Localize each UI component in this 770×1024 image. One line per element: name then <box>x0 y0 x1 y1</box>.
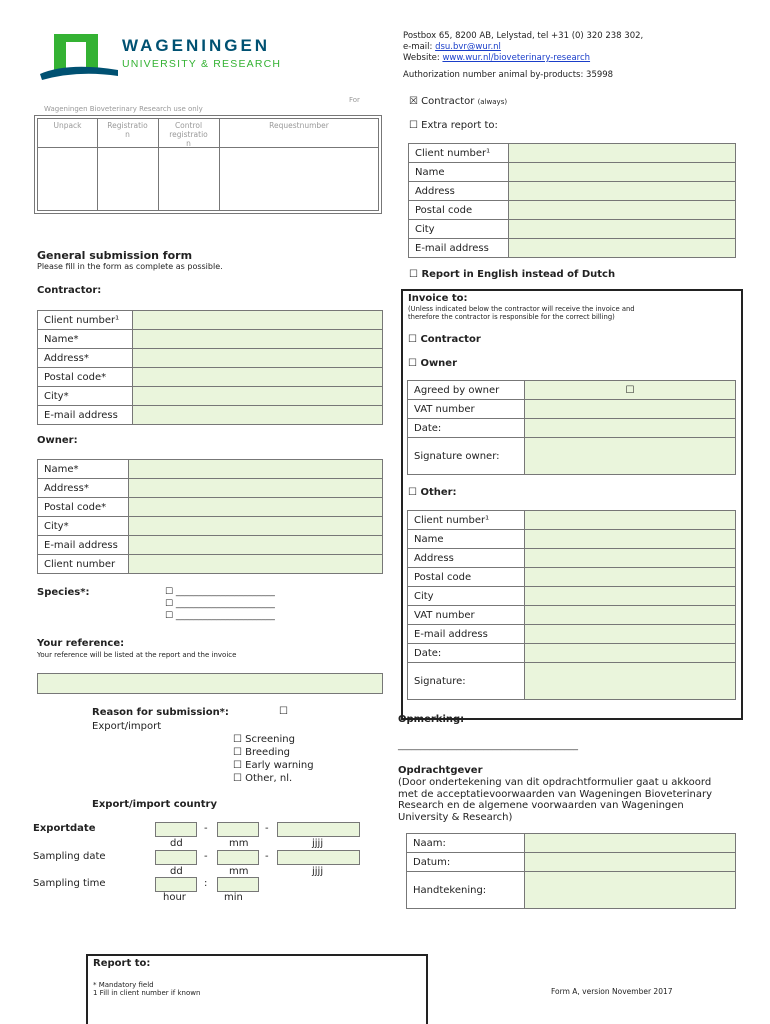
reason-breeding[interactable]: ☐ Breeding <box>233 747 291 758</box>
authorization-number: Authorization number animal by-products: 35998 <box>403 70 614 80</box>
contractor-name-input[interactable] <box>133 330 383 349</box>
col-control-registration: Control registratio n <box>169 121 208 148</box>
extra-name-input[interactable] <box>509 163 736 182</box>
logo-subtitle: UNIVERSITY & RESEARCH <box>122 58 282 70</box>
invoice-contractor-checkbox[interactable]: ☐ Contractor <box>408 334 481 345</box>
opdracht-text-line: Research en de algemene voorwaarden van Wageningen <box>398 800 684 811</box>
col-unpack: Unpack <box>53 121 82 130</box>
owner-table <box>37 459 383 574</box>
report-to-title: Report to: <box>93 958 151 969</box>
opdracht-text-line: met de acceptatievoorwaarden van Wageningen Bioveterinary <box>398 788 713 800</box>
owner-postal-input[interactable] <box>129 498 383 517</box>
extra-email-input[interactable] <box>509 239 736 258</box>
other-email-input[interactable] <box>525 625 736 644</box>
owner-label: Address* <box>38 479 129 498</box>
dash: - <box>265 851 269 862</box>
other-date-input[interactable] <box>525 644 736 663</box>
sampling-time-hour[interactable] <box>155 877 197 892</box>
jjjj-label: jjjj <box>312 838 324 849</box>
mandatory-note: * Mandatory field <box>93 981 154 989</box>
owner-email-input[interactable] <box>129 536 383 555</box>
invoice-title: Invoice to: <box>408 293 468 304</box>
col-requestnumber: Requestnumber <box>269 121 329 130</box>
agreed-by-owner-checkbox[interactable]: ☐ <box>525 381 736 400</box>
owner-invoice-label: Signature owner: <box>408 438 525 475</box>
opdracht-label: Handtekening: <box>407 872 525 909</box>
internal-use-title: Wageningen Bioveterinary Research use only <box>44 105 203 113</box>
extra-address-input[interactable] <box>509 182 736 201</box>
other-city-input[interactable] <box>525 587 736 606</box>
other-invoice-label: Address <box>408 549 525 568</box>
sampling-date-mm[interactable] <box>217 850 259 865</box>
email-link[interactable]: dsu.bvr@wur.nl <box>435 42 501 52</box>
jjjj-label: jjjj <box>312 866 324 877</box>
extra-city-input[interactable] <box>509 220 736 239</box>
other-invoice-label: E-mail address <box>408 625 525 644</box>
dd-label: dd <box>170 838 183 849</box>
invoice-other-label: ☐ Other: <box>408 487 457 498</box>
contractor-city-input[interactable] <box>133 387 383 406</box>
remark-line[interactable]: ________________________________________ <box>398 741 578 751</box>
dash: - <box>204 823 208 834</box>
contractor-label: Client number¹ <box>38 311 133 330</box>
reason-title: Reason for submission*: <box>92 707 229 718</box>
address-line: Postbox 65, 8200 AB, Lelystad, tel +31 (0) 320 238 302, <box>403 31 644 41</box>
other-address-input[interactable] <box>525 549 736 568</box>
exportdate-label: Exportdate <box>33 823 96 834</box>
invoice-note: (Unless indicated below the contractor will receive the invoice and <box>408 305 635 313</box>
colon: : <box>204 878 208 889</box>
owner-invoice-label: Agreed by owner <box>408 381 525 400</box>
opdracht-table <box>406 833 736 909</box>
hour-label: hour <box>163 892 186 903</box>
contractor-always-label: ☒ Contractor <box>409 96 475 107</box>
english-report-checkbox[interactable]: ☐ Report in English instead of Dutch <box>409 269 616 280</box>
min-label: min <box>224 892 243 903</box>
owner-date-input[interactable] <box>525 419 736 438</box>
general-title: General submission form <box>37 249 193 262</box>
other-invoice-table <box>407 510 736 700</box>
owner-vat-input[interactable] <box>525 400 736 419</box>
export-checkbox[interactable]: ☐ <box>279 706 288 717</box>
contractor-label: Address* <box>38 349 133 368</box>
contractor-label: E-mail address <box>38 406 133 425</box>
internal-use-table <box>34 115 382 214</box>
owner-client-number-input[interactable] <box>129 555 383 574</box>
col-registration: Registratio n <box>107 121 148 139</box>
exportdate-jjjj[interactable] <box>277 822 360 837</box>
other-client-number-input[interactable] <box>525 511 736 530</box>
owner-name-input[interactable] <box>129 460 383 479</box>
naam-input[interactable] <box>525 834 736 853</box>
always-note: (always) <box>477 98 508 106</box>
owner-invoice-label: Date: <box>408 419 525 438</box>
species-title: Species*: <box>37 587 90 598</box>
other-vat-input[interactable] <box>525 606 736 625</box>
email-label: e-mail: <box>403 42 436 52</box>
sampling-date-dd[interactable] <box>155 850 197 865</box>
dash: - <box>204 851 208 862</box>
extra-label: Name <box>409 163 509 182</box>
extra-label: Address <box>409 182 509 201</box>
exportdate-dd[interactable] <box>155 822 197 837</box>
dd-label: dd <box>170 866 183 877</box>
other-invoice-label: Date: <box>408 644 525 663</box>
extra-postal-input[interactable] <box>509 201 736 220</box>
extra-report-table <box>408 143 736 258</box>
extra-client-number-input[interactable] <box>509 144 736 163</box>
species-option[interactable]: ☐ ______________________ <box>165 599 275 609</box>
other-invoice-label: Client number¹ <box>408 511 525 530</box>
contractor-always-checkbox[interactable] <box>409 96 507 107</box>
other-postal-input[interactable] <box>525 568 736 587</box>
contractor-client-number-input[interactable] <box>133 311 383 330</box>
opdracht-label: Datum: <box>407 853 525 872</box>
opdracht-text <box>398 777 712 823</box>
other-invoice-label: City <box>408 587 525 606</box>
internal-for-label: For <box>349 96 360 104</box>
owner-label: Client number <box>38 555 129 574</box>
logo-name: WAGENINGEN <box>122 36 271 55</box>
extra-label: Client number¹ <box>409 144 509 163</box>
logo <box>38 32 318 84</box>
owner-label: Postal code* <box>38 498 129 517</box>
sampling-date-label: Sampling date <box>33 851 106 862</box>
export-country-title: Export/import country <box>92 799 218 810</box>
opdracht-text-line: University & Research) <box>398 811 513 823</box>
other-invoice-label: VAT number <box>408 606 525 625</box>
owner-city-input[interactable] <box>129 517 383 536</box>
client-number-note: 1 Fill in client number if known <box>93 989 201 997</box>
wur-logo-icon <box>38 32 122 84</box>
contractor-address-input[interactable] <box>133 349 383 368</box>
invoice-note: therefore the contractor is responsible for the correct billing) <box>408 313 615 321</box>
extra-label: City <box>409 220 509 239</box>
address-block <box>403 31 643 81</box>
owner-label: Name* <box>38 460 129 479</box>
other-signature-input[interactable] <box>525 663 736 700</box>
species-option[interactable]: ☐ ______________________ <box>165 611 275 621</box>
mm-label: mm <box>229 866 249 877</box>
reason-screening[interactable]: ☐ Screening <box>233 734 295 745</box>
contractor-postal-input[interactable] <box>133 368 383 387</box>
species-option[interactable]: ☐ ______________________ <box>165 587 275 597</box>
sampling-date-jjjj[interactable] <box>277 850 360 865</box>
owner-signature-input[interactable] <box>525 438 736 475</box>
general-subtitle: Please fill in the form as complete as possible. <box>37 262 223 271</box>
form-version: Form A, version November 2017 <box>551 987 673 996</box>
extra-label: E-mail address <box>409 239 509 258</box>
reference-title: Your reference: <box>37 638 125 649</box>
handtekening-input[interactable] <box>525 872 736 909</box>
other-invoice-label: Name <box>408 530 525 549</box>
opdracht-title: Opdrachtgever <box>398 765 483 776</box>
owner-address-input[interactable] <box>129 479 383 498</box>
reason-early-warning[interactable]: ☐ Early warning <box>233 760 314 771</box>
datum-input[interactable] <box>525 853 736 872</box>
report-to-box <box>86 954 428 1024</box>
contractor-title: Contractor: <box>37 285 102 296</box>
contractor-label: Name* <box>38 330 133 349</box>
invoice-other-checkbox[interactable] <box>408 487 457 498</box>
contractor-label: Postal code* <box>38 368 133 387</box>
opdracht-text-line: (Door ondertekening van dit opdrachtformulier gaat u akkoord <box>398 777 712 788</box>
other-invoice-label: Postal code <box>408 568 525 587</box>
mm-label: mm <box>229 838 249 849</box>
remark-title: Opmerking: <box>398 714 465 725</box>
export-import-label: Export/import <box>92 721 162 732</box>
sampling-time-label: Sampling time <box>33 878 106 889</box>
opdracht-label: Naam: <box>407 834 525 853</box>
owner-label: E-mail address <box>38 536 129 555</box>
reference-input[interactable] <box>37 673 383 694</box>
invoice-owner-checkbox[interactable]: ☐ Owner <box>408 358 458 369</box>
extra-label: Postal code <box>409 201 509 220</box>
contractor-email-input[interactable] <box>133 406 383 425</box>
owner-invoice-label: VAT number <box>408 400 525 419</box>
owner-label: City* <box>38 517 129 536</box>
website-link[interactable]: www.wur.nl/bioveterinary-research <box>442 53 591 63</box>
owner-invoice-table <box>407 380 736 475</box>
website-label: Website: <box>403 53 443 63</box>
owner-title: Owner: <box>37 435 78 446</box>
exportdate-mm[interactable] <box>217 822 259 837</box>
reason-other[interactable]: ☐ Other, nl. <box>233 773 293 784</box>
contractor-table <box>37 310 383 425</box>
other-invoice-label: Signature: <box>408 663 525 700</box>
extra-report-checkbox[interactable]: ☐ Extra report to: <box>409 120 498 131</box>
reference-subtitle: Your reference will be listed at the report and the invoice <box>37 651 237 659</box>
dash: - <box>265 823 269 834</box>
contractor-label: City* <box>38 387 133 406</box>
sampling-time-min[interactable] <box>217 877 259 892</box>
other-name-input[interactable] <box>525 530 736 549</box>
